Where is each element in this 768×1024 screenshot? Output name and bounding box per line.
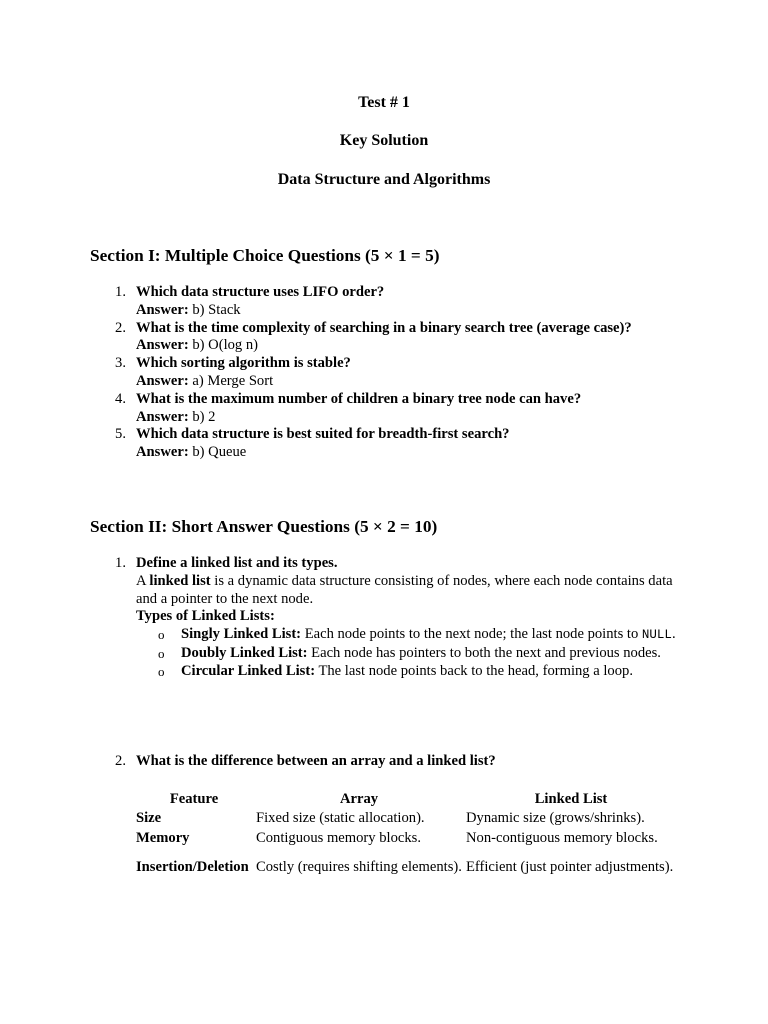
type-term: Doubly Linked List: bbox=[181, 644, 308, 661]
answer-label: Answer: bbox=[136, 301, 189, 318]
answer-text: a) Merge Sort bbox=[192, 372, 274, 389]
type-description-tail: . bbox=[671, 626, 676, 643]
answer-line bbox=[136, 337, 710, 355]
bullet-marker: o bbox=[158, 645, 165, 661]
question-text: What is the difference between an array and a linked list? bbox=[136, 753, 496, 769]
answer-text: b) Queue bbox=[192, 444, 247, 461]
section-1-heading: Section I: Multiple Choice Questions (5 × 1 = 5) bbox=[90, 246, 440, 265]
test-title: Test # 1 bbox=[358, 94, 410, 111]
short-answer-item bbox=[90, 753, 710, 771]
answer-line bbox=[136, 302, 710, 320]
column-header: Array bbox=[339, 790, 379, 807]
answer-line bbox=[136, 373, 710, 391]
answer-label: Answer: bbox=[136, 408, 189, 425]
table-cell: Insertion/Deletion bbox=[136, 859, 249, 876]
type-term: Circular Linked List: bbox=[181, 662, 316, 679]
table-cell: Non-contiguous memory blocks. bbox=[466, 830, 658, 847]
list-item bbox=[136, 663, 676, 681]
short-answer-item bbox=[90, 555, 710, 681]
table-row bbox=[134, 829, 678, 849]
mcq-list bbox=[90, 284, 710, 462]
list-item bbox=[136, 645, 676, 663]
table-cell: Dynamic size (grows/shrinks). bbox=[466, 810, 645, 827]
question-text: Which data structure is best suited for breadth-first search? bbox=[136, 426, 510, 443]
table-cell: Fixed size (static allocation). bbox=[256, 810, 425, 827]
type-description: Each node points to the next node; the last node points to bbox=[301, 626, 642, 643]
answer-line bbox=[136, 444, 710, 462]
definition-text: is a dynamic data structure consisting of nodes, where each node contains data and a pointer to the next node. bbox=[136, 572, 673, 607]
question-number: 3. bbox=[115, 355, 126, 372]
short-answer-q1 bbox=[90, 555, 710, 681]
type-description: Each node has pointers to both the next and previous nodes. bbox=[307, 644, 661, 661]
types-heading: Types of Linked Lists: bbox=[136, 608, 275, 625]
table-header-row bbox=[134, 789, 678, 809]
definition-prefix: A bbox=[136, 572, 150, 589]
table-row bbox=[134, 849, 678, 887]
table-cell: Efficient (just pointer adjustments). bbox=[466, 859, 674, 876]
question-number: 2. bbox=[115, 753, 126, 769]
definition-term: linked list bbox=[149, 572, 211, 589]
mcq-item bbox=[90, 391, 710, 427]
type-description: The last node points back to the head, forming a loop. bbox=[315, 662, 633, 679]
column-header: Linked List bbox=[534, 790, 608, 807]
question-number: 5. bbox=[115, 426, 126, 443]
table-cell: Size bbox=[136, 810, 162, 827]
answer-text: b) O(log n) bbox=[192, 337, 259, 354]
array-vs-linked-list-table bbox=[134, 789, 678, 887]
course-title: Data Structure and Algorithms bbox=[277, 171, 491, 188]
linked-list-types bbox=[136, 626, 676, 680]
answer-text: b) 2 bbox=[192, 408, 216, 425]
type-term: Singly Linked List: bbox=[181, 626, 302, 643]
short-answer-q2 bbox=[90, 753, 710, 771]
mcq-item bbox=[90, 426, 710, 462]
question-number: 1. bbox=[115, 555, 126, 571]
table-cell: Memory bbox=[136, 830, 190, 847]
section-2-heading: Section II: Short Answer Questions (5 × 2 = 10) bbox=[90, 517, 438, 536]
answer-label: Answer: bbox=[136, 372, 189, 389]
bullet-marker: o bbox=[158, 627, 165, 643]
question-number: 2. bbox=[115, 319, 126, 336]
answer-text: b) Stack bbox=[192, 301, 241, 318]
answer-label: Answer: bbox=[136, 444, 189, 461]
key-solution-subtitle: Key Solution bbox=[339, 132, 429, 149]
question-text: What is the time complexity of searching in a binary search tree (average case)? bbox=[136, 319, 632, 336]
mcq-item bbox=[90, 284, 710, 320]
column-header: Feature bbox=[169, 790, 219, 807]
table-row bbox=[134, 809, 678, 829]
definition-paragraph bbox=[136, 573, 676, 609]
question-text: Define a linked list and its types. bbox=[136, 555, 338, 571]
list-item bbox=[136, 626, 676, 645]
answer-line bbox=[136, 409, 710, 427]
null-code: NULL bbox=[641, 628, 672, 643]
mcq-item bbox=[90, 320, 710, 356]
answer-label: Answer: bbox=[136, 337, 189, 354]
table-cell: Contiguous memory blocks. bbox=[256, 830, 421, 847]
table-cell: Costly (requires shifting elements). bbox=[256, 859, 462, 876]
question-text: Which sorting algorithm is stable? bbox=[136, 355, 351, 372]
question-text: What is the maximum number of children a binary tree node can have? bbox=[136, 390, 582, 407]
question-number: 4. bbox=[115, 390, 126, 407]
question-number: 1. bbox=[115, 284, 126, 300]
mcq-item bbox=[90, 355, 710, 391]
bullet-marker: o bbox=[158, 663, 165, 679]
question-text: Which data structure uses LIFO order? bbox=[136, 284, 385, 300]
